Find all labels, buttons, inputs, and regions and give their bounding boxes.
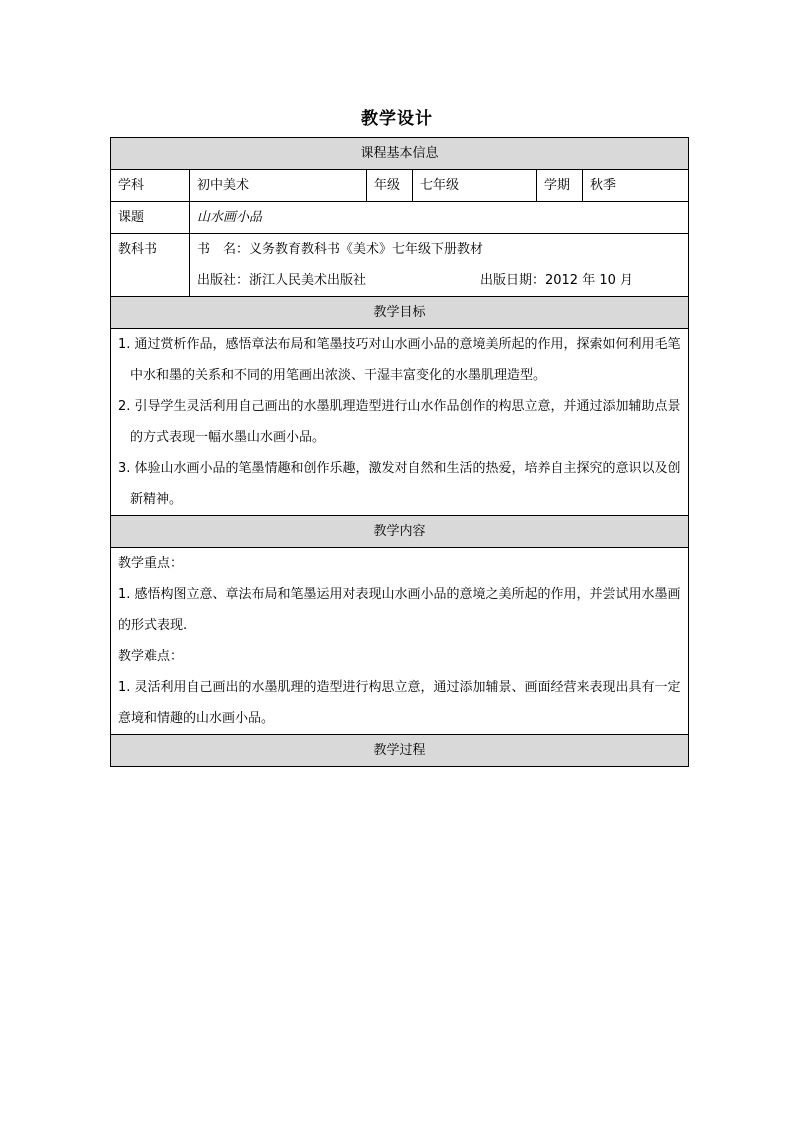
section-header-content: 教学内容 [111, 516, 689, 548]
key-points-label: 教学重点： [118, 556, 184, 571]
section-header-basic-info: 课程基本信息 [111, 138, 689, 170]
difficulty-label: 教学难点： [118, 649, 184, 664]
textbook-label [111, 234, 190, 297]
key-point-item-1: 1. 感悟构图立意、章法布局和笔墨运用对表现山水画小品的意境之美所起的作用，并尝试用水墨画的形式表现. [118, 587, 681, 633]
goals-content [111, 329, 689, 516]
subject-value: 初中美术 [190, 170, 367, 202]
goal-item-1: 1. 通过赏析作品，感悟章法布局和笔墨技巧对山水画小品的意境美所起的作用，探索如何利用毛笔中水和墨的关系和不同的用笔画出浓淡、干湿丰富变化的水墨肌理造型。 [118, 337, 681, 383]
section-header-process: 教学过程 [111, 735, 689, 767]
content-body [111, 548, 689, 735]
topic-value: 山水画小品 [190, 202, 689, 234]
goal-item-2: 2. 引导学生灵活利用自己画出的水墨肌理造型进行山水作品创作的构思立意，并通过添加辅助点景的方式表现一幅水墨山水画小品。 [118, 399, 681, 445]
grade-value: 七年级 [413, 170, 537, 202]
term-value: 秋季 [583, 170, 689, 202]
goal-item-3: 3. 体验山水画小品的笔墨情趣和创作乐趣，激发对自然和生活的热爱，培养自主探究的意识以及创新精神。 [118, 461, 681, 507]
lesson-plan-table [110, 137, 689, 767]
subject-label: 学科 [111, 170, 190, 202]
difficulty-item-1: 1. 灵活利用自己画出的水墨肌理的造型进行构思立意，通过添加辅景、画面经营来表现出具有一定意境和情趣的山水画小品。 [118, 680, 681, 726]
document-title: 教学设计 [361, 109, 433, 129]
publisher-line: 出版社：浙江人民美术出版社 [197, 273, 367, 288]
topic-label: 课题 [111, 202, 190, 234]
publish-date-line: 出版日期：2012 年 10 月 [479, 273, 634, 288]
grade-label: 年级 [367, 170, 413, 202]
publisher-row [197, 265, 681, 296]
term-label: 学期 [537, 170, 583, 202]
section-header-goals: 教学目标 [111, 297, 689, 329]
textbook-label-text: 教科书 [118, 242, 158, 257]
textbook-info [190, 234, 689, 297]
book-name-line: 书 名：义务教育教科书《美术》七年级下册教材 [197, 242, 484, 257]
